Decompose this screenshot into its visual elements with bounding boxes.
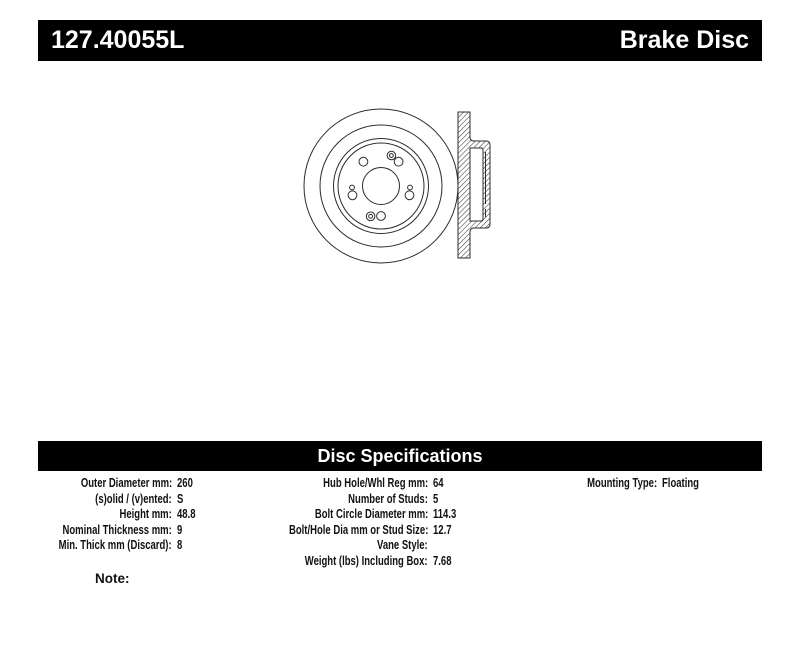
spec-row (278, 523, 528, 539)
spec-row (38, 507, 276, 523)
spec-label: Nominal Thickness mm: (62, 522, 172, 537)
spec-value: 114.3 (433, 507, 457, 521)
product-title: Brake Disc (619, 26, 749, 54)
spec-row (38, 492, 276, 508)
brake-disc-drawing (280, 88, 520, 283)
spec-value: 260 (177, 476, 193, 490)
brake-disc-front-view (304, 109, 458, 263)
part-number: 127.40055L (51, 26, 185, 54)
hub-inner-circle (338, 143, 424, 229)
header-bar (38, 20, 762, 61)
brake-disc-cross-section (458, 112, 490, 258)
spec-label: Bolt/Hole Dia mm or Stud Size: (288, 522, 428, 537)
spec-row (278, 538, 528, 554)
spec-row (278, 492, 528, 508)
hub-outer-circle (334, 139, 429, 234)
spec-value: 5 (433, 491, 439, 506)
spec-label: Mounting Type: (586, 476, 657, 490)
spec-value: 8 (177, 538, 183, 552)
spec-label: Min. Thick mm (Discard): (59, 538, 172, 552)
spec-label: Height mm: (119, 507, 172, 521)
stud-holes (348, 157, 414, 220)
small-holes (350, 185, 413, 190)
spec-label: Vane Style: (377, 538, 428, 552)
spec-value: Floating (662, 476, 699, 490)
spec-value: 7.68 (433, 553, 452, 568)
spec-row (38, 476, 276, 492)
note-label: Note: (95, 571, 130, 586)
spec-column-middle (278, 476, 528, 569)
spec-row (278, 554, 528, 570)
spec-label: Bolt Circle Diameter mm: (314, 507, 428, 521)
spec-row (530, 476, 760, 492)
spec-column-right (530, 476, 760, 492)
spec-value: 9 (177, 522, 183, 537)
spec-value: S (177, 491, 184, 506)
spec-label: Outer Diameter mm: (80, 476, 172, 490)
spec-value: 48.8 (177, 507, 196, 521)
center-bore-circle (363, 168, 400, 205)
spec-column-left (38, 476, 276, 554)
spec-label: Weight (lbs) Including Box: (305, 553, 428, 568)
spec-row (38, 538, 276, 554)
retaining-screw-holes (366, 151, 395, 220)
spec-label: Hub Hole/Whl Reg mm: (322, 476, 428, 490)
spec-section-title: Disc Specifications (38, 441, 762, 471)
spec-label: Number of Studs: (348, 491, 428, 506)
spec-row (278, 476, 528, 492)
spec-value: 12.7 (433, 522, 452, 537)
spec-row (38, 523, 276, 539)
spec-value: 64 (433, 476, 444, 490)
spec-label: (s)olid / (v)ented: (95, 491, 172, 506)
outer-diameter-circle (304, 109, 458, 263)
spec-row (278, 507, 528, 523)
